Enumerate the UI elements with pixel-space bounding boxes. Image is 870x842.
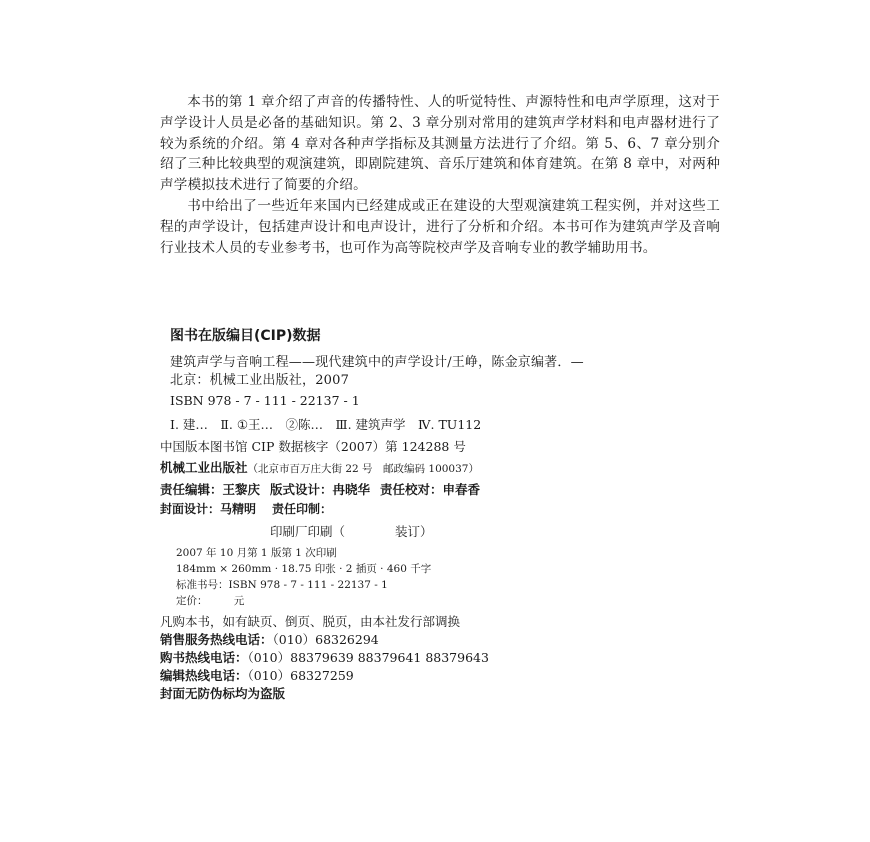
purchase-hotline: [160, 649, 720, 667]
anti-counterfeit-notice: 封面无防伪标均为盗版: [160, 686, 286, 701]
cip-number: 中国版本图书馆 CIP 数据核字（2007）第 124288 号: [160, 439, 466, 454]
print-supervisor: 责任印制：: [272, 502, 333, 516]
editors-line-2: [160, 501, 720, 518]
defect-notice: 凡购本书，如有缺页、倒页、脱页，由本社发行部调换: [160, 614, 461, 629]
standard-number: 标准书号：ISBN 978 - 7 - 111 - 22137 - 1: [176, 579, 388, 591]
cip-heading: 图书在版编目(CIP)数据: [170, 328, 321, 344]
book-introduction: [160, 92, 720, 258]
edition-line: 2007 年 10 月第 1 版第 1 次印刷: [176, 547, 337, 559]
responsible-editor: 责任编辑：王黎庆: [160, 482, 261, 497]
price-line: 定价： 元: [176, 595, 245, 607]
cip-isbn: ISBN 978 - 7 - 111 - 22137 - 1: [170, 393, 360, 408]
purchase-hotline-label: 购书热线电话：: [160, 650, 248, 665]
editors-line-1: [160, 481, 720, 499]
layout-designer: 版式设计：冉晓华: [270, 482, 371, 497]
editorial-hotline-label: 编辑热线电话：: [160, 668, 248, 683]
proofreader: 责任校对：申春香: [380, 482, 481, 497]
cip-data-block: [160, 326, 720, 703]
cover-designer: 封面设计：马精明: [160, 502, 257, 516]
editorial-hotline-number: （010）68327259: [247, 668, 354, 683]
intro-paragraph-1: 本书的第 1 章介绍了声音的传播特性、人的听觉特性、声源特性和电声学原理，这对于声学设计人员是必备的基础知识。第 2、3 章分别对常用的建筑声学材料和电声器材进行了较为系统的介绍。第 4 章对各种声学指标及其测量方法进行了介绍。第 5、6、7 章分别介绍了三种比较典型的观演建筑，即剧院建筑、音乐厅建筑和体育建筑。在第 8 章中，对两种声学模拟技术进行了简要的介绍。: [160, 94, 720, 194]
publisher-name: 机械工业出版社: [160, 460, 248, 475]
sales-hotline-label: 销售服务热线电话：: [160, 632, 273, 647]
publisher-address: （北京市百万庄大街 22 号 邮政编码 100037）: [247, 463, 479, 475]
format-line: 184mm × 260mm · 18.75 印张 · 2 插页 · 460 千字: [176, 563, 432, 575]
sales-hotline: [160, 631, 720, 649]
cip-title-line: 建筑声学与音响工程——现代建筑中的声学设计/王峥，陈金京编著．—: [170, 355, 584, 370]
cip-publisher-line: 北京：机械工业出版社，2007: [170, 373, 350, 388]
purchase-hotline-number: （010）88379639 88379641 88379643: [247, 650, 489, 665]
editorial-hotline: [160, 667, 720, 685]
intro-paragraph-2: 书中给出了一些近年来国内已经建成或正在建设的大型观演建筑工程实例，并对这些工程的声学设计，包括建声设计和电声设计，进行了分析和介绍。本书可作为建筑声学及音响行业技术人员的专业参考书，也可作为高等院校声学及音响专业的教学辅助用书。: [160, 197, 720, 256]
publisher-line: [160, 459, 720, 478]
cip-classification: Ⅰ. 建… Ⅱ. ①王… ②陈… Ⅲ. 建筑声学 Ⅳ. TU112: [170, 417, 482, 432]
printer-line: 印刷厂印刷（ 装订）: [270, 524, 433, 539]
sales-hotline-number: （010）68326294: [272, 632, 379, 647]
